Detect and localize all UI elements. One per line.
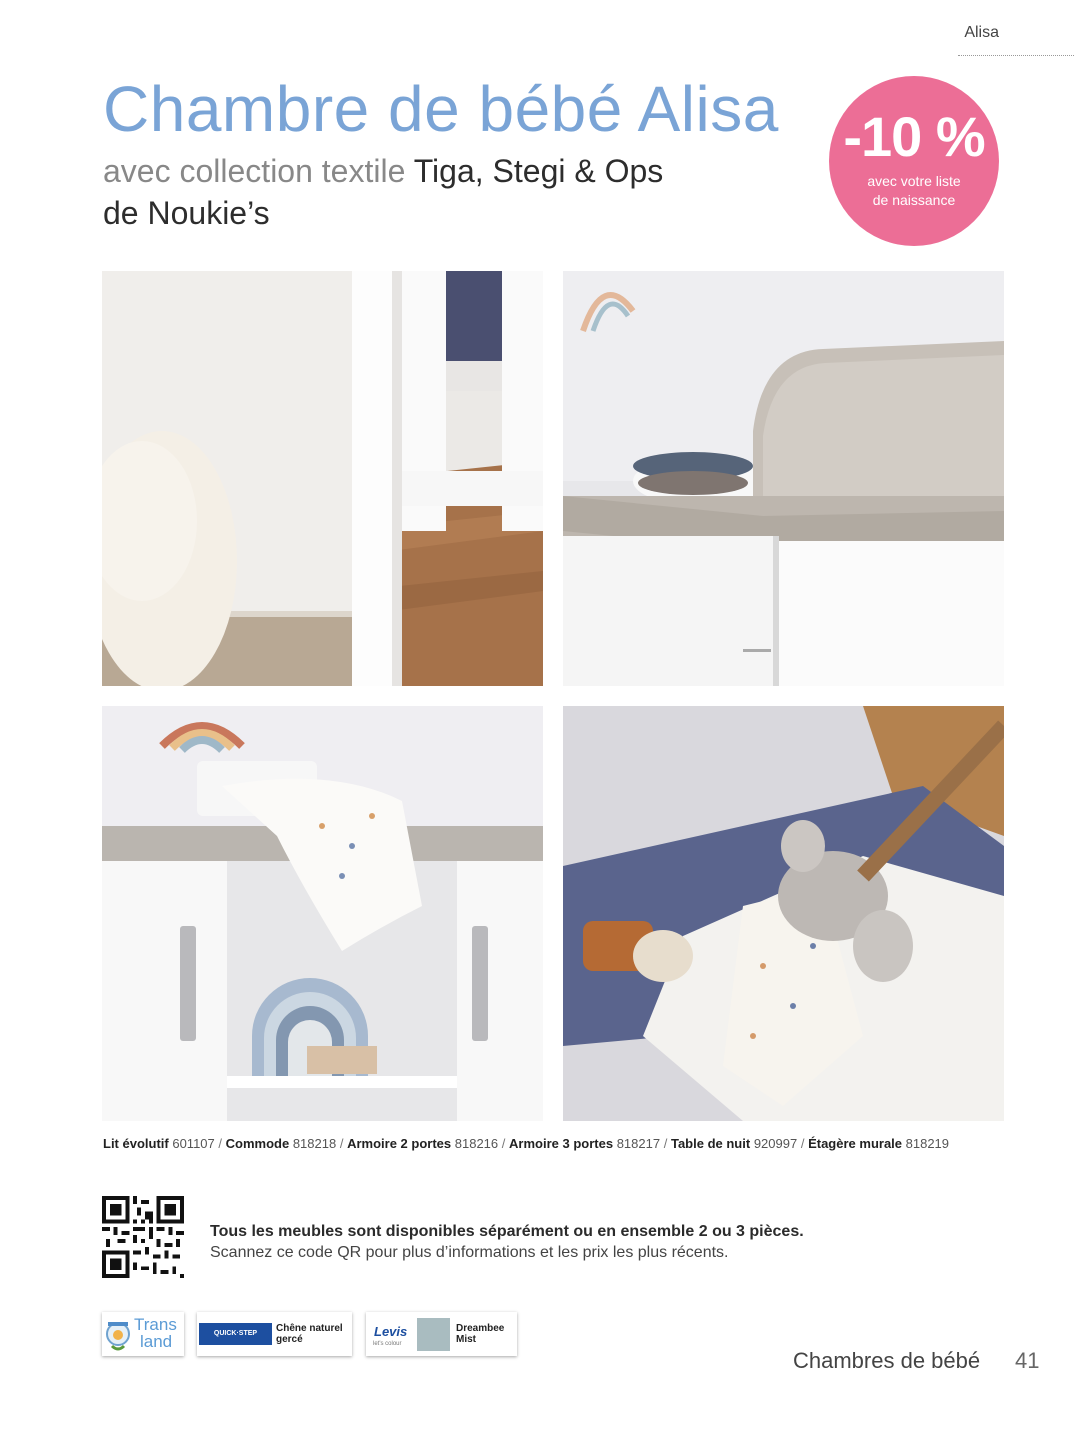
photo-changing-top	[563, 271, 1004, 686]
footer-section-label: Chambres de bébé	[793, 1348, 981, 1373]
levis-logo	[366, 1312, 517, 1356]
qr-headline: Tous les meubles sont disponibles séparément ou en ensemble 2 ou 3 pièces.	[210, 1223, 804, 1240]
product-name: Armoire 2 portes	[347, 1136, 452, 1151]
paint-swatch	[417, 1318, 450, 1351]
qr-code[interactable]	[102, 1196, 184, 1278]
photo-crib-detail	[102, 271, 543, 686]
page-number: 41	[1015, 1348, 1040, 1373]
levis-colour-name-1: Dreambee	[456, 1323, 505, 1334]
product-name: Lit évolutif	[103, 1136, 169, 1151]
page-title: Chambre de bébé Alisa	[103, 73, 779, 145]
product-code: 818218	[292, 1136, 337, 1151]
product-name: Étagère murale	[808, 1136, 903, 1151]
discount-line-2: de naissance	[872, 192, 956, 208]
levis-colour-name-2: Mist	[456, 1334, 476, 1345]
page-subtitle	[103, 150, 663, 234]
product-name: Table de nuit	[670, 1136, 751, 1151]
levis-brand: Levis	[374, 1324, 408, 1339]
discount-line-1: avec votre liste	[867, 173, 961, 189]
product-code: 818217	[616, 1136, 661, 1151]
quickstep-floor-name-2: gercé	[276, 1334, 303, 1345]
transland-logo	[102, 1312, 184, 1356]
product-code: 920997	[753, 1136, 798, 1151]
quickstep-floor-name-1: Chêne naturel	[276, 1323, 343, 1334]
quickstep-brand: QUICK·STEP	[199, 1323, 272, 1345]
qr-body: Scannez ce code QR pour plus d’informations et les prix les plus récents.	[210, 1244, 729, 1261]
product-name: Commode	[225, 1136, 290, 1151]
levis-tagline: let's colour	[373, 1341, 402, 1347]
transland-line-2: land	[140, 1332, 173, 1351]
qr-description	[210, 1221, 804, 1263]
product-code: 818216	[454, 1136, 499, 1151]
product-list: Lit évolutif 601107 / Commode 818218 / Armoire 2 portes 818216 / Armoire 3 portes 818217 / Table de nuit 920997 / Étagère murale 818219	[103, 1136, 950, 1151]
subtitle-prefix: avec collection textile	[103, 153, 406, 189]
section-tag: Alisa	[964, 24, 999, 41]
subtitle-brand: de Noukie’s	[103, 195, 270, 231]
discount-value: -10 %	[843, 105, 985, 168]
discount-text	[829, 172, 999, 210]
discount-badge	[829, 76, 999, 246]
section-divider	[958, 55, 1074, 56]
quickstep-logo	[197, 1312, 352, 1356]
subtitle-collections: Tiga, Stegi & Ops	[413, 153, 664, 189]
product-code: 818219	[905, 1136, 950, 1151]
transland-line-1: Trans	[134, 1315, 177, 1334]
photo-bed-mobile	[563, 706, 1004, 1121]
product-name: Armoire 3 portes	[509, 1136, 614, 1151]
photo-dresser-open	[102, 706, 543, 1121]
product-code: 601107	[172, 1136, 215, 1151]
